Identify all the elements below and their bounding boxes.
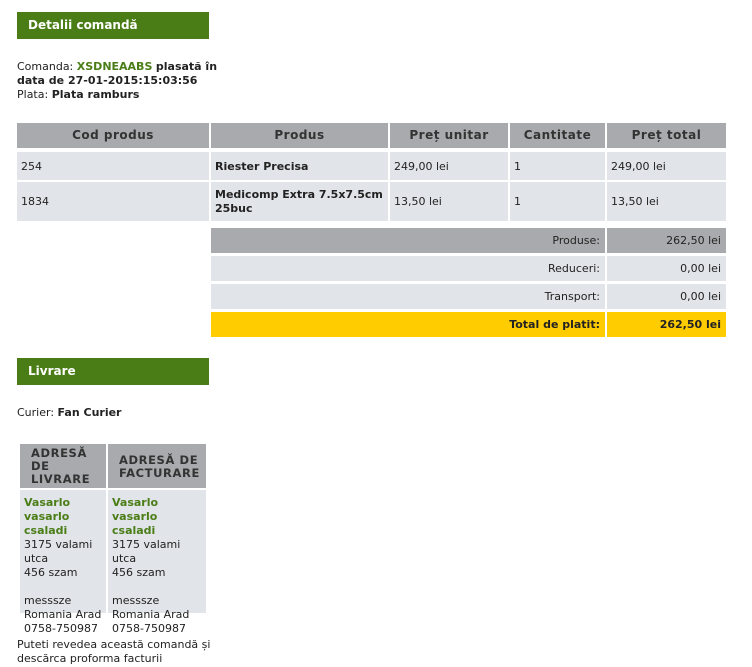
footer-note xyxy=(17,638,210,666)
courier-value: Fan Curier xyxy=(57,406,122,419)
col-header-code: Cod produs xyxy=(17,123,209,148)
billing-header-line: FACTURARE xyxy=(119,466,200,480)
shipping-header-line: LIVRARE xyxy=(31,472,91,486)
shipping-street: 456 szam xyxy=(24,566,78,579)
billing-extra: messsze xyxy=(112,594,160,607)
table-row-1-product[interactable]: Riester Precisa xyxy=(211,152,388,180)
billing-street: 456 szam xyxy=(112,566,166,579)
shipping-extra: messsze xyxy=(24,594,72,607)
billing-address-header xyxy=(108,444,206,488)
payment-value: Plata ramburs xyxy=(51,88,140,101)
col-header-quantity: Cantitate xyxy=(510,123,605,148)
col-header-unit-price: Preț unitar xyxy=(390,123,508,148)
table-row-1-unit-price: 249,00 lei xyxy=(390,152,508,180)
billing-name: Vasarlo vasarlo xyxy=(112,496,159,523)
courier-label: Curier: xyxy=(17,406,55,419)
table-row-2-quantity: 1 xyxy=(510,182,605,221)
table-row-2-product-line1: Medicomp Extra 7.5x7.5cm xyxy=(215,187,383,201)
shipping-address-header xyxy=(20,444,106,488)
shipping-address-cell xyxy=(20,490,106,635)
shipping-phone: 0758-750987 xyxy=(24,622,98,635)
table-row-1-quantity: 1 xyxy=(510,152,605,180)
order-date: data de 27-01-2015:15:03:56 xyxy=(17,74,198,87)
totals-grand-value: 262,50 lei xyxy=(607,312,726,337)
delivery-header: Livrare xyxy=(17,358,209,385)
table-row-2-product-line2: 25buc xyxy=(215,201,253,215)
billing-phone: 0758-750987 xyxy=(112,622,186,635)
totals-transport-value: 0,00 lei xyxy=(607,284,726,309)
shipping-header-line: DE xyxy=(31,459,50,473)
order-code: XSDNEAABS xyxy=(76,60,153,73)
footer-line-1: Puteti revedea această comandă și xyxy=(17,638,211,651)
totals-discounts-value: 0,00 lei xyxy=(607,256,726,281)
table-row-2-product[interactable] xyxy=(211,182,388,221)
table-row-1-code: 254 xyxy=(17,152,209,180)
col-header-product: Produs xyxy=(211,123,388,148)
order-label: Comanda: xyxy=(17,60,74,73)
billing-street: 3175 valami utca xyxy=(112,538,181,565)
order-details-header: Detalii comandă xyxy=(17,12,209,39)
shipping-street: 3175 valami utca xyxy=(24,538,93,565)
billing-header-line: ADRESĂ DE xyxy=(119,453,199,467)
table-row-2-code: 1834 xyxy=(17,182,209,221)
billing-name: csaladi xyxy=(112,524,156,537)
payment-label: Plata: xyxy=(17,88,49,101)
billing-city: Romania Arad xyxy=(112,608,190,621)
order-placed-text: plasată în xyxy=(155,60,218,73)
footer-line-2: descărca proforma facturii xyxy=(17,652,163,665)
totals-grand-label: Total de platit: xyxy=(211,312,605,337)
totals-products-label: Produse: xyxy=(211,228,605,253)
totals-products-value: 262,50 lei xyxy=(607,228,726,253)
billing-address-cell xyxy=(108,490,206,635)
shipping-name: vasarlo csaladi xyxy=(24,510,70,537)
shipping-name: Vasarlo xyxy=(24,496,71,509)
order-info xyxy=(17,60,217,102)
table-row-2-unit-price: 13,50 lei xyxy=(390,182,508,221)
table-row-2-total: 13,50 lei xyxy=(607,182,726,221)
table-row-1-total: 249,00 lei xyxy=(607,152,726,180)
shipping-header-line: ADRESĂ xyxy=(31,446,87,460)
totals-transport-label: Transport: xyxy=(211,284,605,309)
totals-discounts-label: Reduceri: xyxy=(211,256,605,281)
courier-info xyxy=(17,406,121,420)
shipping-city: Romania Arad xyxy=(24,608,102,621)
col-header-total-price: Preț total xyxy=(607,123,726,148)
